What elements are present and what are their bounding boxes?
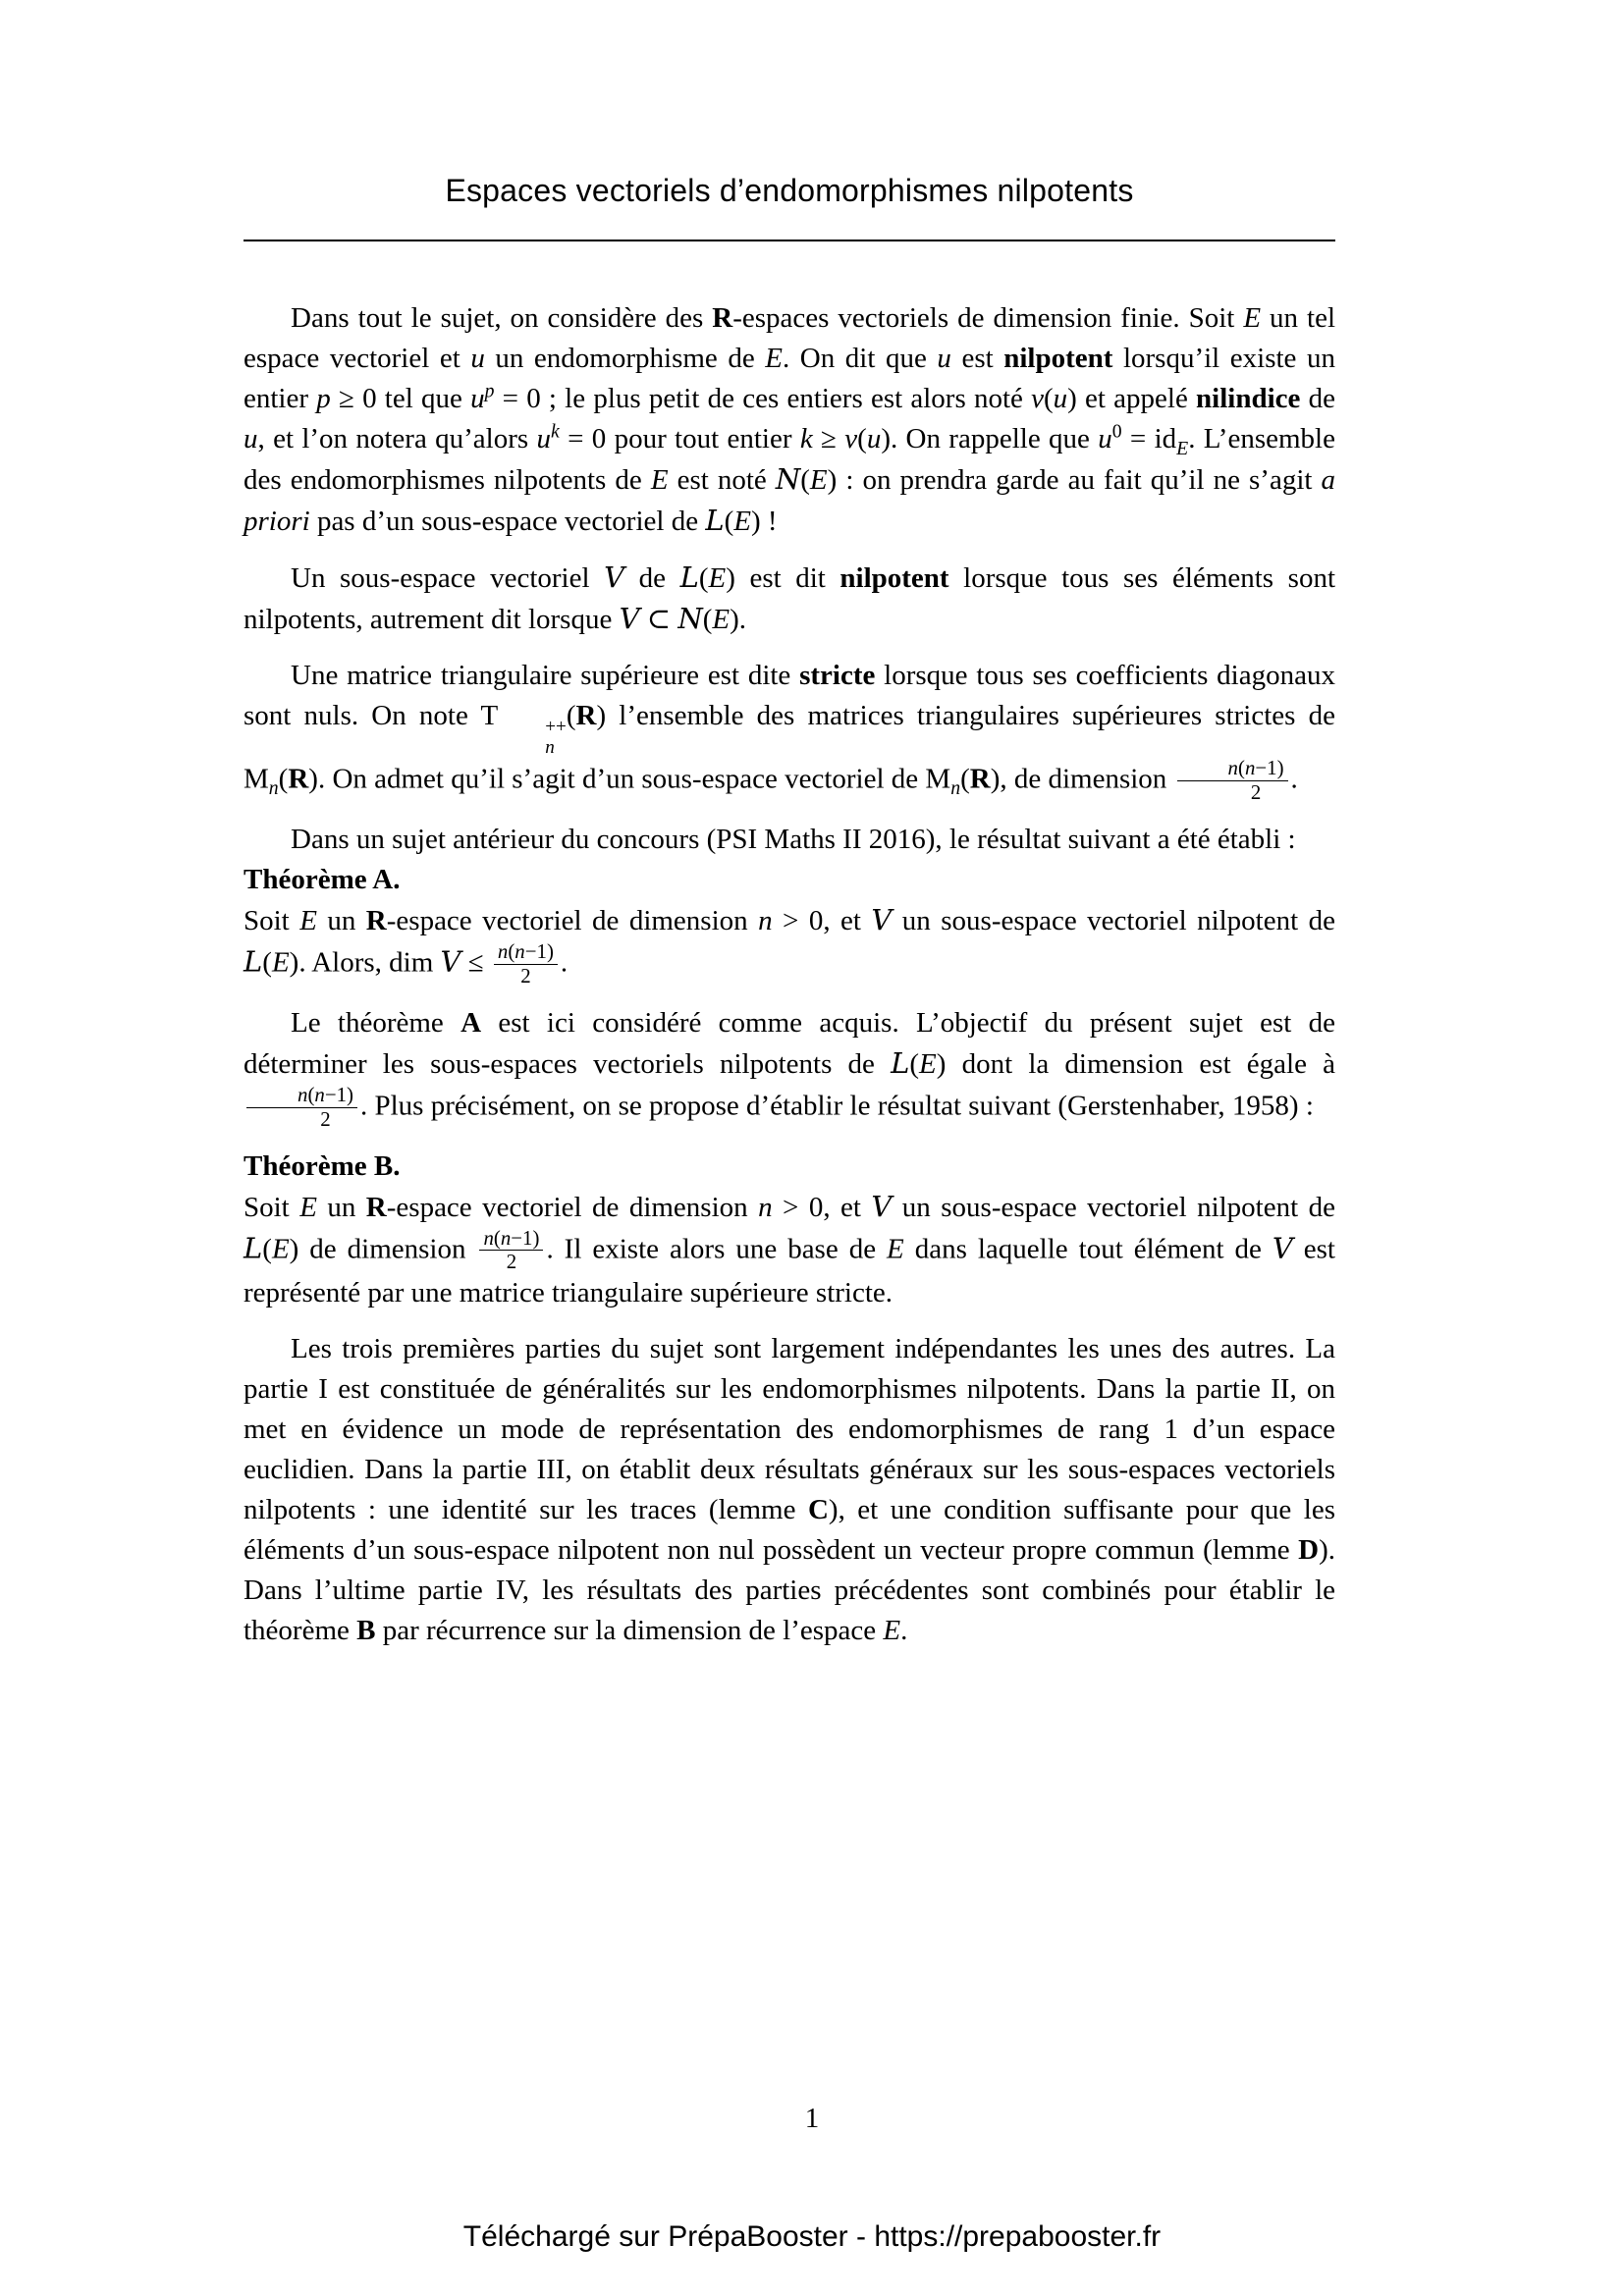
paragraph-10: Les trois premières parties du sujet sont largement indépendantes les unes des autres. La partie I est constituée de généralités sur les endomorphismes nilpotents. Dans la partie II, on met en évidence un mode de représentation des endomorphismes de rang 1 d’un espace euclidien. Dans la partie III, on établit deux résultats généraux sur les sous-espaces vectoriels nilpotents : une identité sur les traces (lemme C), et une condition suffisante pour que les éléments d’un sous-espace nilpotent non nul possèdent un vecteur propre commun (lemme D). Dans l’ultime partie IV, les résultats des parties précédentes sont combinés pour établir le théorème B par récurrence sur la dimension de l’espace E.: [244, 1333, 1335, 1647]
theorem-heading: Théorème A.: [244, 863, 401, 895]
math-sup-sub: ++ n: [545, 717, 567, 759]
title-rule: [244, 240, 1335, 241]
paragraph-2: Un sous-espace vectoriel V de L(E) est dit nilpotent lorsque tous ses éléments sont nilpotents, autrement dit lorsque V ⊂ N(E).: [244, 561, 1335, 635]
script-letter: V: [604, 561, 625, 594]
paragraph-4: Dans un sujet antérieur du concours (PSI Maths II 2016), le résultat suivant a été établi :: [291, 823, 1296, 855]
math-fraction: $\frac{n(n-1)}{2}$: [479, 1228, 543, 1274]
script-letter: V: [619, 602, 640, 635]
paragraph-1: Dans tout le sujet, on considère des R-espaces vectoriels de dimension finie. Soit E un tel espace vectoriel et u un endomorphisme de E. On dit que u est nilpotent lorsqu’il existe un entier p ≥ 0 tel que $u^p = 0$ ; le plus petit de ces entiers est alors noté ν(u) et appelé nilindice de u, et l’on notera qu’alors $u^k = 0$ pour tout entier k ≥ ν(u). On rappelle que $u^0 = id_E$. L’ensemble des endomorphismes nilpotents de E est noté N(E) : on prendra garde au fait qu’il ne s’agit a priori pas d’un sous-espace vectoriel de L(E) !: [244, 302, 1335, 537]
script-letter: L: [705, 504, 725, 537]
math-fraction: $\frac{n(n-1)}{2}$: [1177, 758, 1288, 804]
script-letter: L: [891, 1045, 910, 1080]
script-letter: V: [1272, 1231, 1293, 1264]
theorem-heading: Théorème B.: [244, 1149, 401, 1182]
math-fraction: $\frac{n(n-1)}{2}$: [246, 1085, 357, 1131]
paragraph-6: Soit E un R-espace vectoriel de dimension n > 0, et V un sous-espace vectoriel nilpotent de L(E). Alors, dim V ≤ $\frac{n(n-1)}{2}$ .: [244, 902, 1335, 988]
script-letter: V: [440, 944, 461, 979]
math-fraction: $\frac{n(n-1)}{2}$: [494, 941, 558, 988]
document-title: Espaces vectoriels d’endomorphismes nilpotents: [445, 173, 1134, 208]
paragraph-3: Une matrice triangulaire supérieure est dite stricte lorsque tous ses coefficients diagonaux sont nuls. On note T ++ n (R) l’ensemble des matrices triangulaires supérieures strictes de $M_n(R)$. On admet qu’il s’agit d’un sous-espace vectoriel de $M_n(R)$, de dimension $\frac{n(n-1)}{2}$ .: [244, 660, 1335, 805]
footer-download-credit: Téléchargé sur PrépaBooster - https://prepabooster.fr: [462, 2220, 1162, 2253]
page-number: 1: [804, 2103, 820, 2134]
script-letter: N: [677, 602, 703, 635]
script-letter: L: [244, 1231, 263, 1264]
script-letter: V: [871, 1189, 893, 1223]
script-letter: N: [775, 462, 801, 496]
script-letter: L: [244, 944, 263, 979]
document-body: [244, 298, 1335, 1667]
script-letter: L: [679, 561, 699, 594]
paragraph-9: Soit E un R-espace vectoriel de dimension n > 0, et V un sous-espace vectoriel nilpotent de L(E) de dimension $\frac{n(n-1)}{2}$ . Il existe alors une base de E dans laquelle tout élément de V est représenté par une matrice triangulaire supérieure stricte.: [244, 1189, 1335, 1309]
script-letter: V: [871, 902, 893, 936]
paragraph-7: Le théorème A est ici considéré comme acquis. L’objectif du présent sujet est de déterminer les sous-espaces vectoriels nilpotents de L(E) dont la dimension est égale à $\frac{n(n-1)}{2}$ . Plus précisément, on se propose d’établir le résultat suivant (Gerstenhaber, 1958) :: [244, 1006, 1336, 1131]
